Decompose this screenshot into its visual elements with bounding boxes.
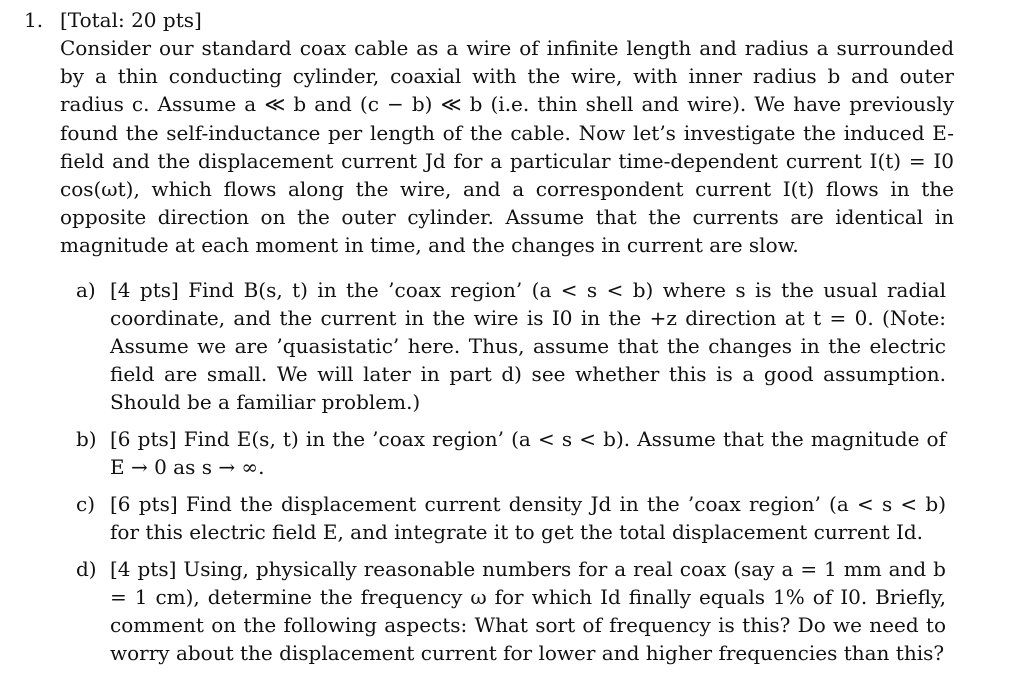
- part-b: [76, 425, 946, 481]
- problem-intro: Consider our standard coax cable as a wire of infinite length and radius a surrounded by a thin conducting cylinder, coaxial with the wire, with inner radius b and outer radius c. Assume a ≪ b and (c − b) ≪ b (i.e. thin shell and wire). We have previously found the self-inductance per length of the cable. Now let’s investigate the induced E-field and the displacement current Jd for a particular time-dependent current I(t) = I0 cos(ωt), which flows along the wire, and a correspondent current I(t) flows in the opposite direction on the outer cylinder. Assume that the currents are identical in magnitude at each moment in time, and the changes in current are slow.: [60, 36, 954, 258]
- part-c-text: [6 pts] Find the displacement current density Jd in the ’coax region’ (a < s < b) for this electric field E, and integrate it to get the total displacement current Id.: [110, 492, 946, 544]
- problem-header: [24, 6, 954, 34]
- part-a-label: a): [76, 278, 96, 302]
- part-b-text: [6 pts] Find E(s, t) in the ’coax region’ (a < s < b). Assume that the magnitude of E → 0 as s → ∞.: [110, 427, 946, 479]
- problem-points: [Total: 20 pts]: [60, 8, 202, 32]
- part-d-text: [4 pts] Using, physically reasonable numbers for a real coax (say a = 1 mm and b = 1 cm), determine the frequency ω for which Id finally equals 1% of I0. Briefly, comment on the following aspects: What sort of frequency is this? Do we need to worry about the displacement current for lower and higher frequencies than this?: [110, 557, 946, 665]
- part-c: [76, 490, 946, 546]
- part-a: [76, 276, 946, 416]
- problem-1: [24, 6, 954, 260]
- part-d-label: d): [76, 557, 97, 581]
- problem-number: 1.: [24, 8, 44, 32]
- part-c-label: c): [76, 492, 96, 516]
- part-d: [76, 555, 946, 667]
- part-b-label: b): [76, 427, 97, 451]
- part-a-text: [4 pts] Find B(s, t) in the ’coax region’ (a < s < b) where s is the usual radial coordinate, and the current in the wire is I0 in the +z direction at t = 0. (Note: Assume we are ’quasistatic’ here. Thus, assume that the changes in the electric field are small. We will later in part d) see whether this is a good assumption. Should be a familiar problem.): [110, 278, 946, 414]
